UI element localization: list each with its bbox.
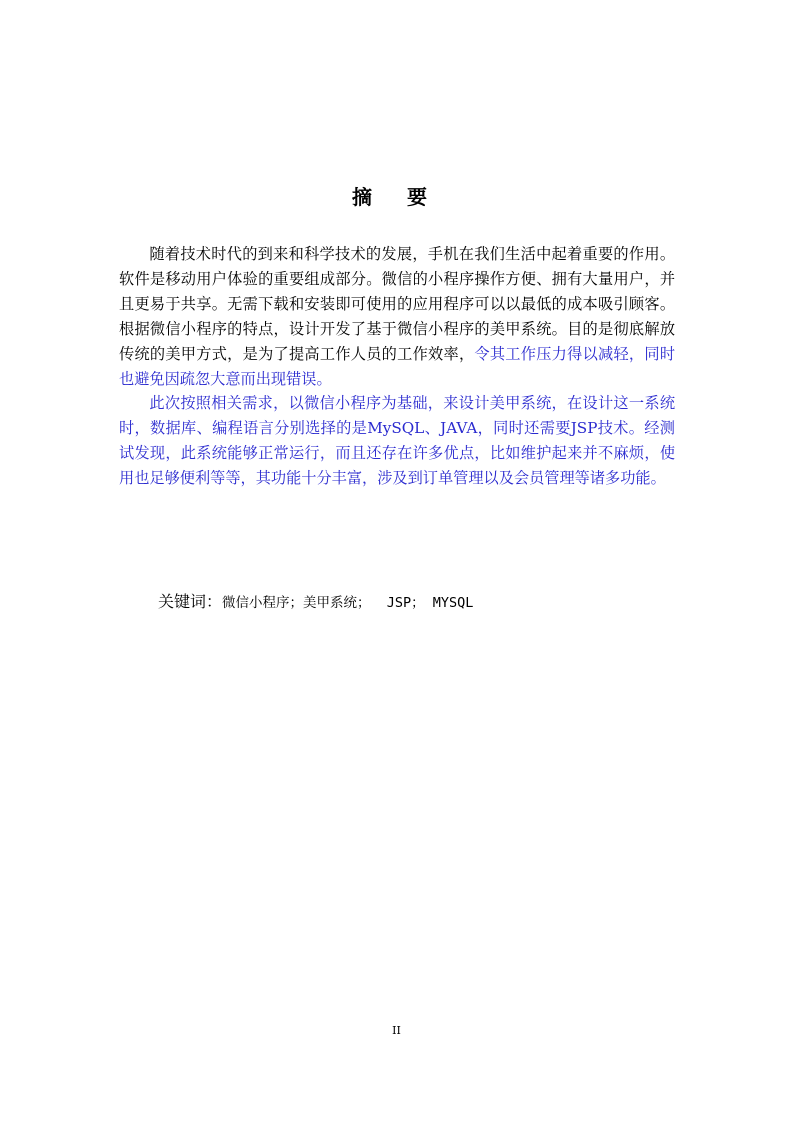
abstract-body [119, 242, 675, 491]
keywords-line [158, 590, 473, 615]
abstract-paragraph-1-highlight: 令其工作压力得以减轻，同时也避免因疏忽大意而出现错误。 [119, 344, 676, 388]
abstract-paragraph-2: 此次按照相关需求，以微信小程序为基础，来设计美甲系统，在设计这一系统时，数据库、编程语言分别选择的是MySQL、JAVA，同时还需要JSP技术。经测试发现，此系统能够正常运行，而且还存在许多优点，比如维护起来并不麻烦，使用也足够便利等等，其功能十分丰富，涉及到订单管理以及会员管理等诸多功能。 [119, 394, 675, 488]
abstract-paragraph-1 [119, 242, 675, 391]
page-title: 摘 要 [352, 185, 441, 209]
page-number: II [392, 1024, 401, 1037]
keywords-label: 关键词： [158, 592, 223, 611]
keywords-value: 微信小程序；美甲系统； JSP； MYSQL [222, 595, 474, 611]
abstract-paragraph-1-text: 随着技术时代的到来和科学技术的发展，手机在我们生活中起着重要的作用。软件是移动用户体验的重要组成部分。微信的小程序操作方便、拥有大量用户，并且更易于共享。无需下载和安装即可使用的应用程序可以以最低的成本吸引顾客。根据微信小程序的特点，设计开发了基于微信小程序的美甲系统。目的是彻底解放传统的美甲方式，是为了提高工作人员的工作效率， [119, 245, 675, 363]
